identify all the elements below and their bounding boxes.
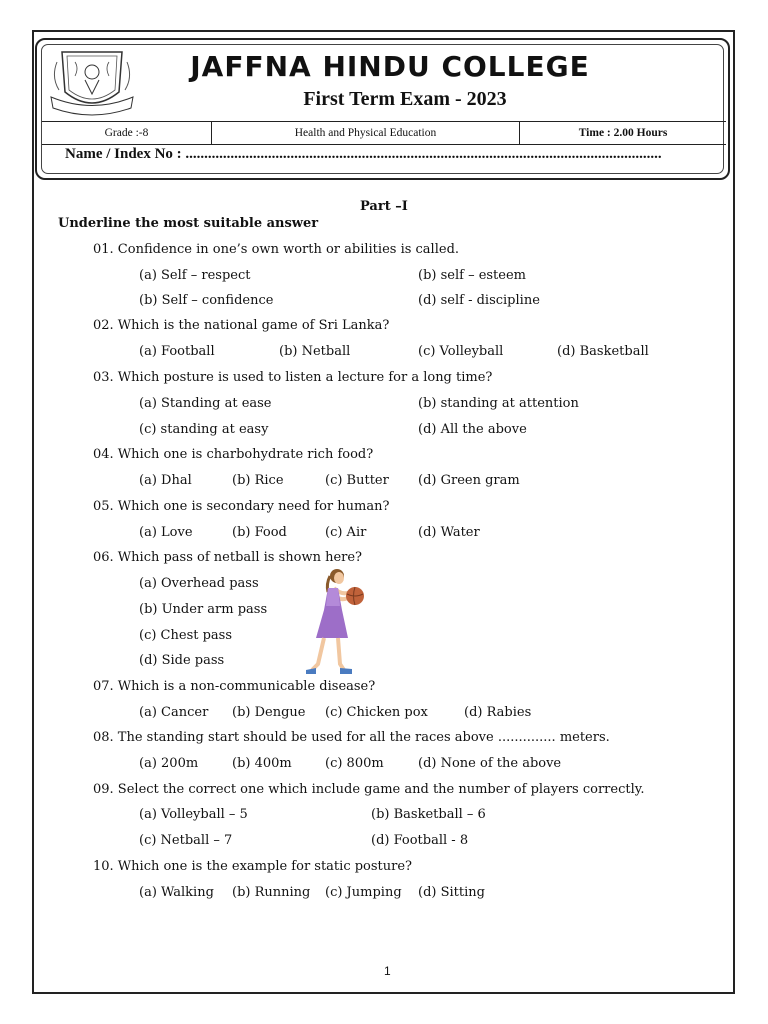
q5-option-4[interactable]: (d) Water [418,525,480,540]
q7-option-4[interactable]: (d) Rabies [464,705,532,720]
q10-option-2[interactable]: (b) Running [232,885,311,900]
question-9: 09. Select the correct one which include game and the number of players correctly. [93,782,645,797]
q9-option-1[interactable]: (a) Volleyball – 5 [139,807,248,822]
q7-option-2[interactable]: (b) Dengue [232,705,306,720]
q2-option-4[interactable]: (d) Basketball [557,344,649,359]
page-number: 1 [384,964,391,978]
q9-option-2[interactable]: (b) Basketball – 6 [371,807,486,822]
question-6: 06. Which pass of netball is shown here? [93,550,363,565]
q4-option-1[interactable]: (a) Dhal [139,473,192,488]
q6-option-1[interactable]: (a) Overhead pass [139,576,259,591]
instruction: Underline the most suitable answer [58,216,319,231]
q4-option-4[interactable]: (d) Green gram [418,473,520,488]
q8-option-2[interactable]: (b) 400m [232,756,292,771]
q5-option-1[interactable]: (a) Love [139,525,193,540]
q7-option-1[interactable]: (a) Cancer [139,705,209,720]
q10-option-1[interactable]: (a) Walking [139,885,214,900]
q8-option-1[interactable]: (a) 200m [139,756,199,771]
netball-player-image [302,566,372,681]
question-7: 07. Which is a non-communicable disease? [93,679,376,694]
q5-option-2[interactable]: (b) Food [232,525,287,540]
grade-cell: Grade :-8 [42,122,212,144]
q5-option-3[interactable]: (c) Air [325,525,367,540]
q6-option-2[interactable]: (b) Under arm pass [139,602,268,617]
q3-option-1[interactable]: (a) Standing at ease [139,396,272,411]
question-3: 03. Which posture is used to listen a lecture for a long time? [93,370,493,385]
q1-option-4[interactable]: (d) self - discipline [418,293,540,308]
q2-option-2[interactable]: (b) Netball [279,344,351,359]
part-heading: Part –I [360,199,408,214]
college-logo [47,42,137,117]
q2-option-1[interactable]: (a) Football [139,344,215,359]
time-cell: Time : 2.00 Hours [578,127,668,139]
q1-option-2[interactable]: (b) self – esteem [418,268,526,283]
q1-option-1[interactable]: (a) Self – respect [139,268,251,283]
q3-option-4[interactable]: (d) All the above [418,422,527,437]
college-name: JAFFNA HINDU COLLEGE [190,50,590,83]
q1-option-3[interactable]: (b) Self – confidence [139,293,274,308]
q2-option-3[interactable]: (c) Volleyball [418,344,504,359]
question-1: 01. Confidence in one’s own worth or abilities is called. [93,242,460,257]
q3-option-2[interactable]: (b) standing at attention [418,396,579,411]
exam-title: First Term Exam - 2023 [303,88,507,110]
q4-option-3[interactable]: (c) Butter [325,473,389,488]
q8-option-4[interactable]: (d) None of the above [418,756,562,771]
q10-option-3[interactable]: (c) Jumping [325,885,402,900]
q6-option-3[interactable]: (c) Chest pass [139,628,233,643]
info-row [42,121,726,145]
question-4: 04. Which one is charbohydrate rich food? [93,447,374,462]
q3-option-3[interactable]: (c) standing at easy [139,422,269,437]
question-8: 08. The standing start should be used for all the races above .............. meters. [93,730,610,745]
q9-option-3[interactable]: (c) Netball – 7 [139,833,233,848]
q8-option-3[interactable]: (c) 800m [325,756,384,771]
q6-option-4[interactable]: (d) Side pass [139,653,225,668]
q7-option-3[interactable]: (c) Chicken pox [325,705,428,720]
q9-option-4[interactable]: (d) Football - 8 [371,833,469,848]
subject-cell: Health and Physical Education [212,122,520,144]
question-2: 02. Which is the national game of Sri Lanka? [93,318,390,333]
q10-option-4[interactable]: (d) Sitting [418,885,485,900]
name-index-field[interactable]: Name / Index No : ............................................................................................................................... [65,146,662,162]
question-5: 05. Which one is secondary need for human? [93,499,390,514]
question-10: 10. Which one is the example for static posture? [93,859,413,874]
q4-option-2[interactable]: (b) Rice [232,473,284,488]
